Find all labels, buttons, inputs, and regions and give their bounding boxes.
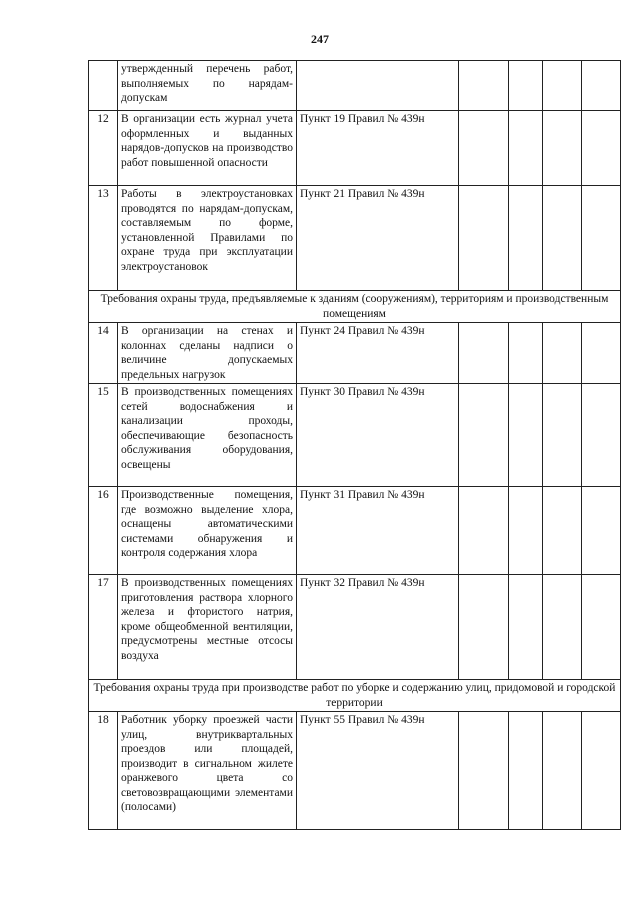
item-number: 18	[89, 712, 118, 830]
answer-cell	[582, 61, 621, 111]
item-number: 14	[89, 323, 118, 384]
answer-cell	[459, 575, 509, 680]
answer-cell	[543, 575, 582, 680]
item-number: 15	[89, 384, 118, 487]
answer-cell	[459, 487, 509, 575]
answer-cell	[509, 384, 543, 487]
requirement-cell: утвержденный перечень работ, выполняемых по нарядам-допускам	[118, 61, 297, 111]
answer-cell	[543, 61, 582, 111]
item-number: 13	[89, 186, 118, 291]
checklist-table	[88, 60, 621, 830]
answer-cell	[543, 487, 582, 575]
table-row	[89, 111, 621, 186]
answer-cell	[509, 186, 543, 291]
answer-cell	[509, 61, 543, 111]
reference-cell: Пункт 21 Правил № 439н	[297, 186, 459, 291]
reference-cell: Пункт 55 Правил № 439н	[297, 712, 459, 830]
answer-cell	[459, 61, 509, 111]
item-number: 16	[89, 487, 118, 575]
requirement-cell: В производственных помещениях приготовления раствора хлорного железа и фтористого натрия, кроме общеобменной вентиляции, предусмотрены местные отсосы воздуха	[118, 575, 297, 680]
reference-cell: Пункт 30 Правил № 439н	[297, 384, 459, 487]
table-row	[89, 384, 621, 487]
section-header: Требования охраны труда при производстве работ по уборке и содержанию улиц, придомовой и городской территории	[89, 680, 621, 712]
table-row	[89, 186, 621, 291]
requirement-cell: Производственные помещения, где возможно выделение хлора, оснащены автоматическими системами обнаружения и контроля содержания хлора	[118, 487, 297, 575]
requirement-cell: Работы в электроустановках проводятся по нарядам-допускам, составляемым по форме, установленной Правилами по охране труда при эксплуатации электроустановок	[118, 186, 297, 291]
answer-cell	[509, 111, 543, 186]
answer-cell	[582, 575, 621, 680]
answer-cell	[543, 323, 582, 384]
table-row	[89, 575, 621, 680]
answer-cell	[459, 111, 509, 186]
section-header-row	[89, 680, 621, 712]
item-number: 12	[89, 111, 118, 186]
answer-cell	[543, 712, 582, 830]
answer-cell	[509, 712, 543, 830]
answer-cell	[543, 111, 582, 186]
section-header-row	[89, 291, 621, 323]
answer-cell	[582, 712, 621, 830]
answer-cell	[582, 384, 621, 487]
answer-cell	[509, 575, 543, 680]
answer-cell	[582, 111, 621, 186]
answer-cell	[582, 323, 621, 384]
item-number: 17	[89, 575, 118, 680]
table-row	[89, 712, 621, 830]
answer-cell	[543, 384, 582, 487]
section-header: Требования охраны труда, предъявляемые к зданиям (сооружениям), территориям и производственным помещениям	[89, 291, 621, 323]
page-number: 247	[311, 32, 329, 46]
reference-cell: Пункт 32 Правил № 439н	[297, 575, 459, 680]
reference-cell	[297, 61, 459, 111]
item-number	[89, 61, 118, 111]
table-row	[89, 61, 621, 111]
requirement-cell: Работник уборку проезжей части улиц, внутриквартальных проездов или площадей, производит в сигнальном жилете оранжевого цвета со световозвращающими элементами (полосами)	[118, 712, 297, 830]
requirement-cell: В организации на стенах и колоннах сделаны надписи о величине допускаемых предельных нагрузок	[118, 323, 297, 384]
answer-cell	[459, 712, 509, 830]
answer-cell	[582, 487, 621, 575]
answer-cell	[582, 186, 621, 291]
answer-cell	[459, 186, 509, 291]
answer-cell	[543, 186, 582, 291]
reference-cell: Пункт 31 Правил № 439н	[297, 487, 459, 575]
table-row	[89, 487, 621, 575]
reference-cell: Пункт 19 Правил № 439н	[297, 111, 459, 186]
answer-cell	[509, 487, 543, 575]
answer-cell	[459, 384, 509, 487]
reference-cell: Пункт 24 Правил № 439н	[297, 323, 459, 384]
table-row	[89, 323, 621, 384]
answer-cell	[509, 323, 543, 384]
requirement-cell: В производственных помещениях сетей водоснабжения и канализации проходы, обеспечивающие безопасность обслуживания оборудования, освещены	[118, 384, 297, 487]
requirement-cell: В организации есть журнал учета оформленных и выданных нарядов-допусков на производство работ повышенной опасности	[118, 111, 297, 186]
answer-cell	[459, 323, 509, 384]
